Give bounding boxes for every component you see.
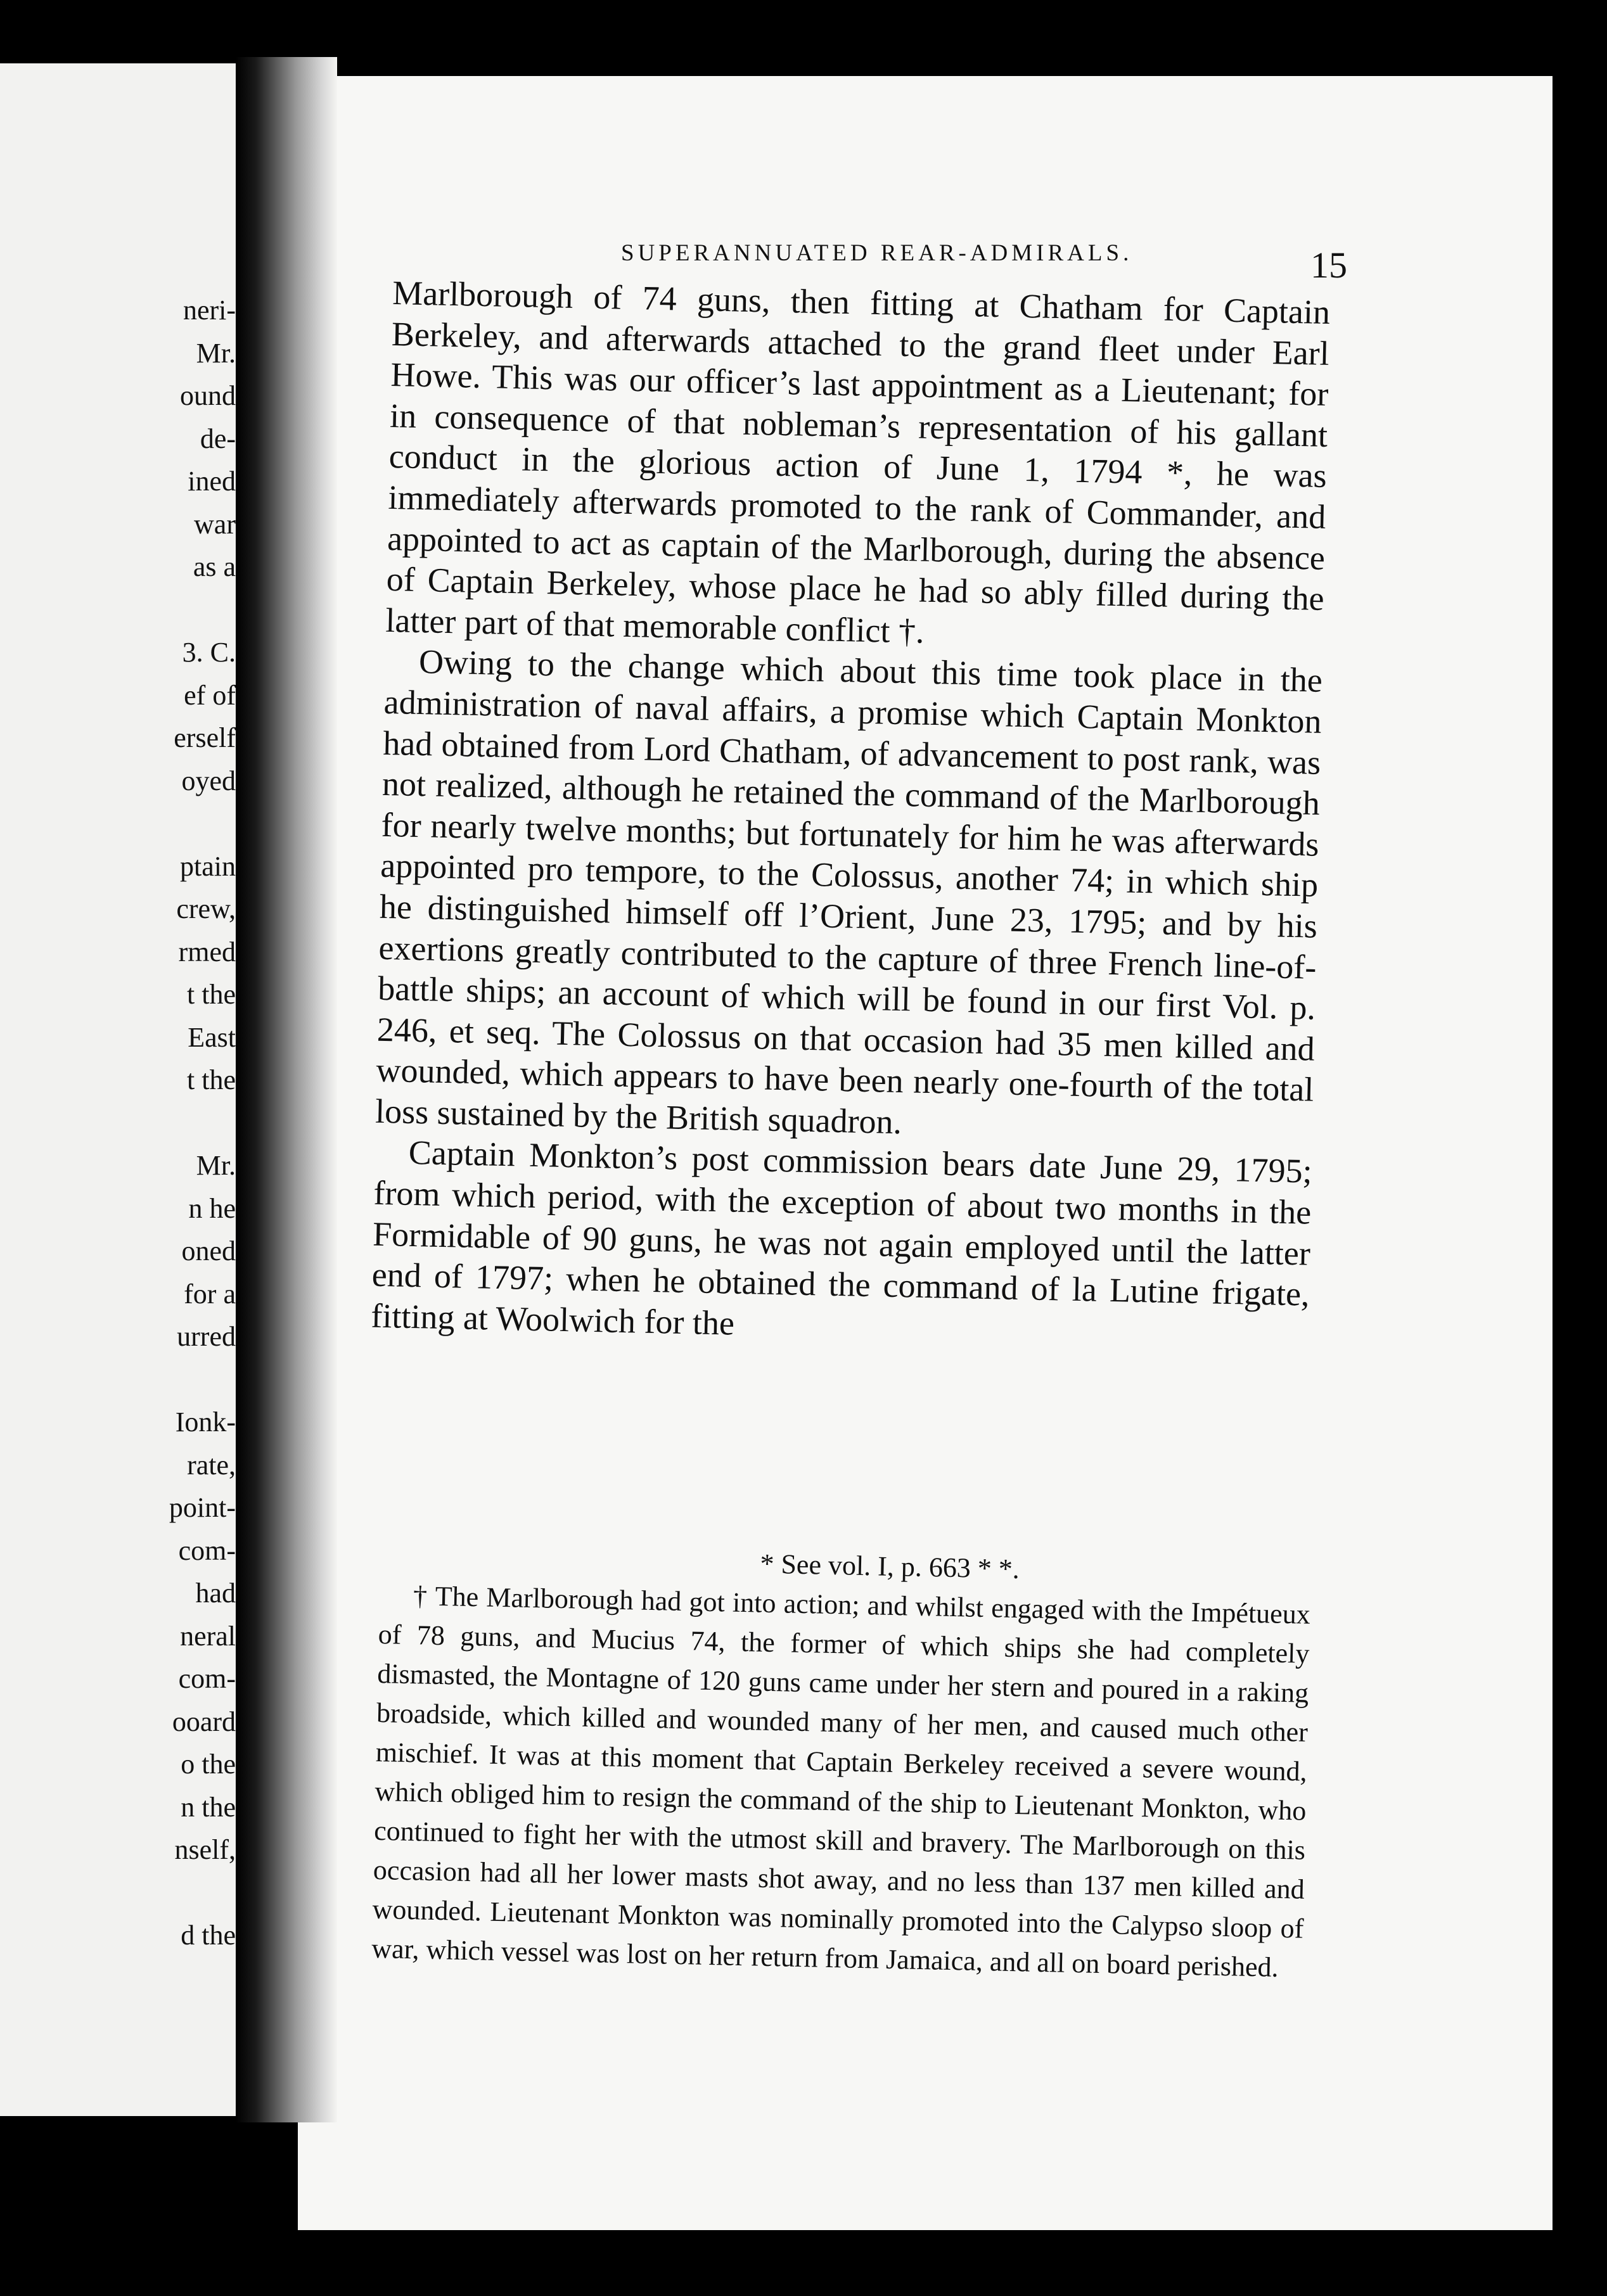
left-page-fragment: for a xyxy=(184,1279,236,1310)
left-page-fragment: erself xyxy=(174,722,236,753)
left-page-fragment: point- xyxy=(169,1492,236,1523)
book-gutter xyxy=(236,57,337,2122)
left-page-fragment: com- xyxy=(178,1663,236,1694)
left-page-fragment: o the xyxy=(181,1749,236,1780)
left-page-fragment: Mr. xyxy=(196,338,236,369)
left-page-fragment: as a xyxy=(193,551,236,582)
running-head: SUPERANNUATED REAR-ADMIRALS. xyxy=(621,240,1133,266)
left-page-fragment: de- xyxy=(200,423,236,454)
left-page-fragment: t the xyxy=(187,1064,236,1095)
left-page-fragment: crew, xyxy=(176,893,236,924)
body-text xyxy=(371,272,1331,1356)
left-page-fragment: urred xyxy=(177,1321,236,1352)
left-page-fragment: war xyxy=(194,509,236,540)
footnotes xyxy=(371,1536,1312,1988)
left-page-fragment: rate, xyxy=(187,1450,236,1481)
left-page-fragment: East xyxy=(188,1022,236,1053)
left-page-fragment: oyed xyxy=(181,765,236,796)
body-paragraph: Captain Monkton’s post commission bears date June 29, 1795; from which period, with the exception of about two months in the Formidable of 90 guns, he was not again employed until the latter end of 1797; when he obtained the command of la Lutine frigate, fitting at Woolwich for the xyxy=(370,1133,1313,1343)
left-page-fragment: had xyxy=(195,1578,236,1609)
left-page-fragment: Mr. xyxy=(196,1150,236,1181)
left-page-fragment: rmed xyxy=(178,936,236,967)
left-page-fragment: oned xyxy=(181,1235,236,1266)
left-page-fragment: ptain xyxy=(180,851,236,882)
left-page-fragment: n the xyxy=(181,1792,236,1823)
left-page-fragment: ined xyxy=(188,466,236,497)
left-page-fragment: neri- xyxy=(182,295,236,326)
left-page xyxy=(0,63,236,2116)
body-paragraph: Owing to the change which about this time took place in the administration of naval affairs, a promise which Captain Monkton had obtained from Lord Chatham, of advancement to post rank, was not realized, although he retained the command of the Marlborough for nearly twelve months; but fortunately for him he was afterwards appointed pro tempore, to the Colossus, another 74; in which ship he distinguished himself off l’Orient, June 23, 1795; and by his exertions greatly contributed to the capture of three French line-of-battle ships; an account of which will be found in our first Vol. p. 246, et seq. The Colossus on that occasion had 35 men killed and wounded, which appears to have been nearly one-fourth of the total loss sustained by the British squadron. xyxy=(375,642,1323,1141)
left-page-fragment: ef of xyxy=(184,680,236,711)
left-page-fragment: nself, xyxy=(174,1834,236,1865)
left-page-fragment: ooard xyxy=(172,1706,236,1737)
body-paragraph: Marlborough of 74 guns, then fitting at Chatham for Captain Berkeley, and afterwards attached to the grand fleet under Earl Howe. This was our officer’s last appointment as a Lieutenant; for in consequence of that nobleman’s representation of his gallant conduct in the glorious action of June 1, 1794 *, he was immediately afterwards promoted to the rank of Commander, and appointed to act as captain of the Marlborough, during the absence of Captain Berkeley, whose place he had so ably filled during the latter part of that memorable conflict †. xyxy=(385,273,1331,651)
left-page-fragment: d the xyxy=(181,1920,236,1951)
footnote-star: * See vol. I, p. 663 * *. xyxy=(760,1548,1020,1585)
left-page-fragment: com- xyxy=(178,1535,236,1566)
page-number: 15 xyxy=(1310,245,1347,286)
left-page-fragment: neral xyxy=(180,1621,236,1652)
left-page-fragment: ound xyxy=(180,380,236,411)
left-page-fragment: n he xyxy=(188,1193,236,1224)
left-page-fragment: Ionk- xyxy=(175,1406,236,1438)
footnote-dagger: † The Marlborough had got into action; and whilst engaged with the Impétueux of 78 guns, and Mucius 74, the former of which ships she had completely dismasted, the Montagne of 120 guns came under her stern and poured in a raking broadside, which killed and wounded many of her men, and caused much other mischief. It was at this moment that Captain Berkeley received a severe wound, which obliged him to resign the command of the ship to Lieutenant Monkton, who continued to fight her with the utmost skill and bravery. The Marlborough on this occasion had all her lower masts shot away, and no less than 137 men killed and wounded. Lieutenant Monkton was nominally promoted into the Calypso sloop of war, which vessel was lost on her return from Jamaica, and all on board perished. xyxy=(371,1580,1311,1983)
left-page-fragment: 3. C. xyxy=(182,637,236,668)
left-page-fragment: t the xyxy=(187,979,236,1010)
